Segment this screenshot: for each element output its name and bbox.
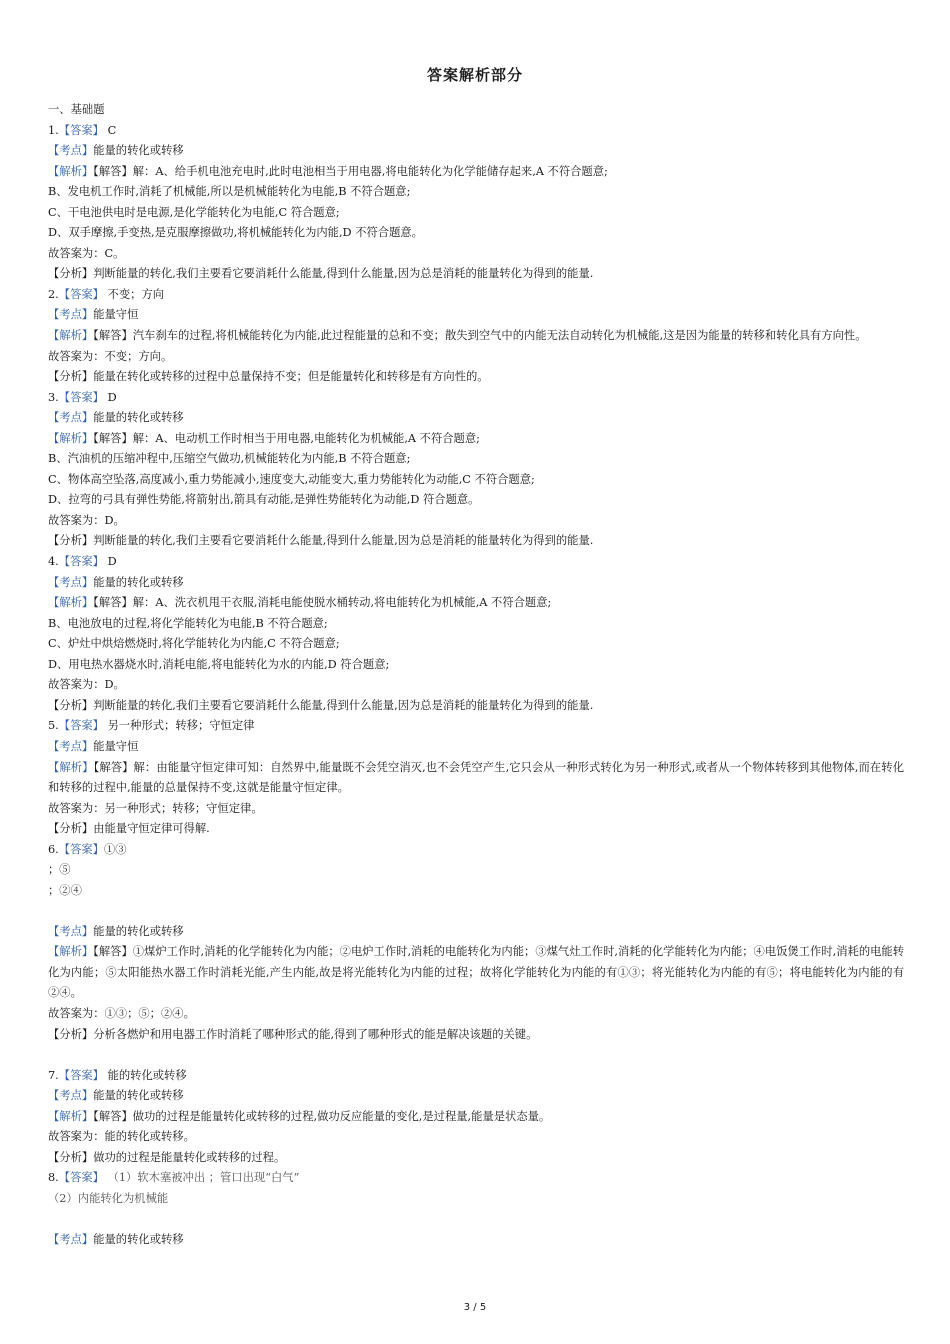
q3-result: 故答案为：D。 (48, 513, 125, 527)
q4-text-c: C、炉灶中烘焙燃烧时,将化学能转化为内能,C 不符合题意; (48, 637, 340, 651)
q8-answer-line: 8.【答案】 （1）软木塞被冲出 ；管口出现“白气” (48, 1171, 300, 1185)
q1-comment-line: 【分析】判断能量的转化,我们主要看它要消耗什么能量,得到什么能量,因为总是消耗的能量转化为得到的能量. (48, 267, 594, 281)
q3-text-c: C、物体高空坠落,高度减小,重力势能减小,速度变大,动能变大,重力势能转化为动能,C 不符合题意; (48, 472, 535, 486)
page-number: 3 / 5 (463, 1302, 487, 1313)
answer-content (48, 100, 904, 1250)
q6-answer-part2: ；⑤ (48, 863, 71, 877)
q2-comment-line: 【分析】能量在转化或转移的过程中总量保持不变；但是能量转化和转移是有方向性的。 (48, 370, 489, 384)
q3-comment-line: 【分析】判断能量的转化,我们主要看它要消耗什么能量,得到什么能量,因为总是消耗的能量转化为得到的能量. (48, 534, 594, 548)
q2-answer-line: 2.【答案】 不变；方向 (48, 287, 165, 301)
q2-result: 故答案为：不变；方向。 (48, 349, 173, 363)
q1-answer-line: 1.【答案】 C (48, 123, 117, 137)
q4-answer-line: 4.【答案】 D (48, 555, 117, 569)
q2-analysis-line: 【解析】【解答】汽车刹车的过程,将机械能转化为内能,此过程能量的总和不变；散失到空气中的内能无法自动转化为机械能,这是因为能量的转移和转化具有方向性。 (48, 329, 867, 343)
q4-result: 故答案为：D。 (48, 678, 125, 692)
q3-text-d: D、拉弯的弓具有弹性势能,将箭射出,箭具有动能,是弹性势能转化为动能,D 符合题意。 (48, 493, 480, 507)
q6-answer-part3: ；②④ (48, 883, 82, 897)
q4-text-d: D、用电热水器烧水时,消耗电能,将电能转化为水的内能,D 符合题意; (48, 657, 390, 671)
section-heading: 一、基础题 (48, 103, 105, 116)
spacer (48, 1209, 904, 1230)
q5-analysis-line: 【解析】【解答】解：由能量守恒定律可知：自然界中,能量既不会凭空消灭,也不会凭空产生,它只会从一种形式转化为另一种形式,或者从一个物体转移到其他物体,而在转化和转移的过程中,能量的总量保持不变,这就是能量守恒定律。 (48, 760, 904, 795)
q7-answer-line: 7.【答案】 能的转化或转移 (48, 1068, 187, 1082)
q8-answer-part2: （2）内能转化为机械能 (48, 1191, 169, 1205)
q7-point-line: 【考点】能量的转化或转移 (48, 1089, 184, 1103)
q1-text-b: B、发电机工作时,消耗了机械能,所以是机械能转化为电能,B 不符合题意; (48, 185, 411, 199)
q5-result: 故答案为：另一种形式；转移；守恒定律。 (48, 801, 263, 815)
spacer (48, 901, 904, 922)
q4-analysis-line: 【解析】【解答】解：A、洗衣机甩干衣服,消耗电能使脱水桶转动,将电能转化为机械能,A 不符合题意; (48, 596, 552, 610)
q7-comment-line: 【分析】做功的过程是能量转化或转移的过程。 (48, 1150, 286, 1164)
q6-answer-line: 6.【答案】①③ (48, 842, 127, 856)
q1-point-line: 【考点】能量的转化或转移 (48, 144, 184, 158)
q1-text-d: D、双手摩擦,手变热,是克服摩擦做功,将机械能转化为内能,D 不符合题意。 (48, 226, 423, 240)
q1-result: 故答案为：C。 (48, 246, 125, 260)
q7-analysis-line: 【解析】【解答】做功的过程是能量转化或转移的过程,做功反应能量的变化,是过程量,能量是状态量。 (48, 1109, 551, 1123)
q4-text-b: B、电池放电的过程,将化学能转化为电能,B 不符合题意; (48, 616, 328, 630)
q6-analysis-line: 【解析】【解答】①煤炉工作时,消耗的化学能转化为内能；②电炉工作时,消耗的电能转化为内能；③煤气灶工作时,消耗的化学能转化为内能；④电饭煲工作时,消耗的电能转化为内能；⑤太阳能热水器工作时消耗光能,产生内能,故是将光能转化为内能的过程；故将化学能转化为内能的有①③；将光能转化为内能的有⑤；将电能转化为内能的有②④。 (48, 945, 905, 1000)
q8-point-line: 【考点】能量的转化或转移 (48, 1232, 184, 1246)
q6-comment-line: 【分析】分析各燃炉和用电器工作时消耗了哪种形式的能,得到了哪种形式的能是解决该题的关键。 (48, 1027, 538, 1041)
q5-comment-line: 【分析】由能量守恒定律可得解. (48, 822, 210, 836)
q3-point-line: 【考点】能量的转化或转移 (48, 411, 184, 425)
q3-answer-line: 3.【答案】 D (48, 390, 117, 404)
q6-result: 故答案为：①③；⑤；②④。 (48, 1007, 195, 1021)
q3-text-b: B、汽油机的压缩冲程中,压缩空气做功,机械能转化为内能,B 不符合题意; (48, 452, 411, 466)
q7-result: 故答案为：能的转化或转移。 (48, 1130, 195, 1144)
spacer (48, 1045, 904, 1066)
q1-text-c: C、干电池供电时是电源,是化学能转化为电能,C 符合题意; (48, 205, 340, 219)
q4-comment-line: 【分析】判断能量的转化,我们主要看它要消耗什么能量,得到什么能量,因为总是消耗的能量转化为得到的能量. (48, 698, 594, 712)
page-title: 答案解析部分 (426, 66, 523, 84)
q3-analysis-line: 【解析】【解答】解：A、电动机工作时相当于用电器,电能转化为机械能,A 不符合题意; (48, 431, 480, 445)
q6-point-line: 【考点】能量的转化或转移 (48, 924, 184, 938)
q4-point-line: 【考点】能量的转化或转移 (48, 575, 184, 589)
q5-point-line: 【考点】能量守恒 (48, 739, 139, 753)
q2-point-line: 【考点】能量守恒 (48, 308, 139, 322)
q1-analysis-line: 【解析】【解答】解：A、给手机电池充电时,此时电池相当于用电器,将电能转化为化学能储存起来,A 不符合题意; (48, 164, 608, 178)
q5-answer-line: 5.【答案】 另一种形式；转移；守恒定律 (48, 719, 255, 733)
